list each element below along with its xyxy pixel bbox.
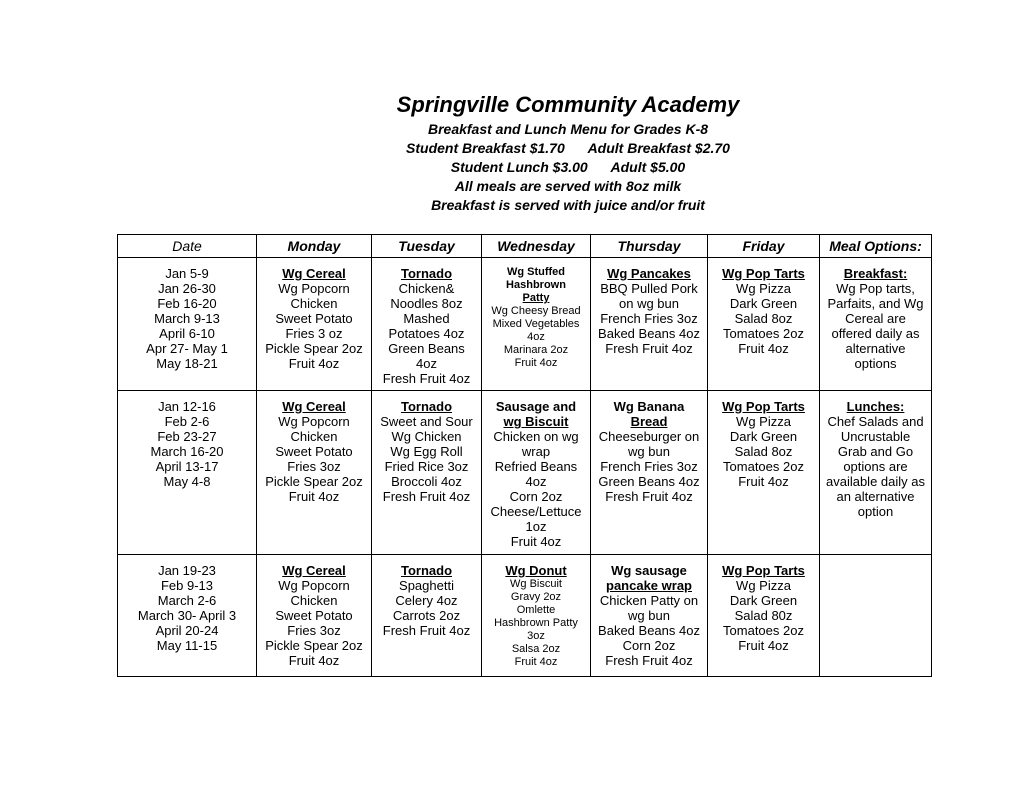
meal-title: Wg Donut [505, 563, 567, 578]
menu-item: Tomatoes 2oz [723, 326, 804, 341]
meal-title: wg Biscuit [503, 414, 569, 429]
menu-item: options are [843, 459, 908, 474]
menu-item: Pickle Spear 2oz [265, 341, 363, 356]
menu-item: Wg Chicken [391, 429, 462, 444]
column-header-monday: Monday [257, 235, 372, 258]
menu-item: Fruit 4oz [514, 656, 558, 668]
meal-title: Wg Banana [613, 399, 685, 414]
menu-item: 4oz [525, 474, 547, 489]
column-header-friday: Friday [708, 235, 820, 258]
menu-item: Uncrustable [840, 429, 911, 444]
menu-item: Chicken [290, 593, 338, 608]
menu-item: Tomatoes 2oz [723, 623, 804, 638]
menu-item: Chicken Patty on [599, 593, 699, 608]
meal-title: Wg Stuffed [506, 266, 566, 278]
menu-item: BBQ Pulled Pork [600, 281, 698, 296]
meal-title: Wg Pop Tarts [722, 563, 805, 578]
date-cell [118, 391, 257, 555]
menu-item: Mashed [403, 311, 450, 326]
menu-item: Wg Cheesy Bread [491, 305, 581, 317]
menu-item: Fresh Fruit 4oz [605, 653, 693, 668]
menu-item: Fresh Fruit 4oz [605, 489, 693, 504]
date-range: April 20-24 [155, 623, 219, 638]
monday-cell [257, 258, 372, 391]
menu-item: Wg Popcorn [278, 414, 350, 429]
menu-item: Green Beans [388, 341, 465, 356]
date-range: March 9-13 [154, 311, 220, 326]
column-header-thursday: Thursday [591, 235, 708, 258]
tuesday-cell [372, 555, 482, 677]
subtitle: Breakfast and Lunch Menu for Grades K-8 [427, 121, 709, 137]
menu-item: Fruit 4oz [738, 474, 789, 489]
meal-title: Breakfast: [843, 266, 908, 281]
menu-item: Parfaits, and Wg [827, 296, 924, 311]
menu-item: French Fries 3oz [600, 311, 698, 326]
menu-item: Sweet Potato [275, 608, 353, 623]
friday-cell [708, 258, 820, 391]
menu-item: offered daily as [831, 326, 920, 341]
menu-item: option [857, 504, 894, 519]
meal-title: Patty [522, 292, 550, 304]
menu-item: Wg Pizza [736, 578, 791, 593]
menu-item: 4oz [527, 331, 545, 343]
meal-title: Tornado [400, 399, 453, 414]
meal-title: Wg Cereal [282, 563, 346, 578]
menu-week-row [118, 258, 932, 391]
date-range: March 16-20 [150, 444, 224, 459]
milk-note: All meals are served with 8oz milk [454, 178, 682, 194]
menu-item: Chicken on wg [493, 429, 579, 444]
tuesday-cell [372, 391, 482, 555]
menu-item: Sweet and Sour [380, 414, 473, 429]
meal-title: Wg Pop Tarts [722, 266, 805, 281]
menu-item: Carrots 2oz [392, 608, 461, 623]
breakfast-prices: Student Breakfast $1.70 Adult Breakfast $2.70 [406, 140, 730, 156]
meal-options-cell [820, 555, 932, 677]
meal-title: Wg sausage [611, 563, 687, 578]
menu-item: Fruit 4oz [288, 653, 340, 668]
menu-item: Fries 3oz [287, 459, 341, 474]
menu-item: Dark Green [729, 429, 798, 444]
thursday-cell [591, 258, 708, 391]
menu-item: Fruit 4oz [738, 341, 789, 356]
menu-item: Fresh Fruit 4oz [605, 341, 693, 356]
tuesday-cell [372, 258, 482, 391]
meal-title: Bread [630, 414, 668, 429]
menu-item: Salad 80z [734, 608, 793, 623]
menu-table [117, 234, 932, 677]
menu-item: Hashbrown Patty [494, 617, 578, 629]
wednesday-cell [482, 258, 591, 391]
juice-note: Breakfast is served with juice and/or fruit [431, 197, 705, 213]
date-range: Feb 2-6 [164, 414, 210, 429]
menu-item: French Fries 3oz [600, 459, 698, 474]
date-range: May 18-21 [156, 356, 218, 371]
table-header-row [118, 235, 932, 258]
thursday-cell [591, 391, 708, 555]
menu-item: Fresh Fruit 4oz [382, 489, 471, 504]
meal-title: Wg Pop Tarts [722, 399, 805, 414]
date-range: Feb 16-20 [157, 296, 217, 311]
menu-item: Salsa 2oz [511, 643, 561, 655]
menu-item: wg bun [628, 608, 670, 623]
menu-item: Marinara 2oz [503, 344, 569, 356]
menu-item: Wg Pizza [736, 281, 791, 296]
column-header-tuesday: Tuesday [372, 235, 482, 258]
menu-item: Wg Pizza [736, 414, 791, 429]
menu-item: Dark Green [729, 593, 798, 608]
menu-item: Omlette [516, 604, 556, 616]
date-range: March 30- April 3 [137, 608, 237, 623]
date-range: April 13-17 [155, 459, 219, 474]
date-range: Jan 19-23 [158, 563, 216, 578]
friday-cell [708, 391, 820, 555]
menu-item: Salad 8oz [734, 444, 793, 459]
date-range: April 6-10 [159, 326, 215, 341]
menu-item: Fried Rice 3oz [384, 459, 469, 474]
menu-item: Salad 8oz [734, 311, 793, 326]
meal-title: Hashbrown [506, 279, 566, 291]
menu-item: Baked Beans 4oz [598, 326, 700, 341]
thursday-cell [591, 555, 708, 677]
menu-item: Fries 3 oz [285, 326, 343, 341]
date-range: Jan 26-30 [158, 281, 216, 296]
menu-item: Pickle Spear 2oz [265, 474, 363, 489]
menu-item: Fruit 4oz [514, 357, 558, 369]
menu-item: Broccoli 4oz [391, 474, 462, 489]
menu-item: options [854, 356, 897, 371]
menu-item: Mixed Vegetables [492, 318, 580, 330]
menu-item: Grab and Go [837, 444, 914, 459]
menu-item: Gravy 2oz [510, 591, 562, 603]
menu-item: 4oz [416, 356, 437, 371]
menu-item: an alternative [836, 489, 915, 504]
menu-item: Fresh Fruit 4oz [382, 371, 471, 386]
menu-item: Spaghetti [399, 578, 454, 593]
wednesday-cell [482, 391, 591, 555]
menu-item: 1oz [525, 519, 547, 534]
menu-header [118, 90, 1018, 215]
menu-item: Fresh Fruit 4oz [382, 623, 471, 638]
meal-title: Lunches: [846, 399, 905, 414]
monday-cell [257, 391, 372, 555]
menu-item: Chicken [290, 296, 338, 311]
menu-item: Celery 4oz [395, 593, 458, 608]
menu-item: Corn 2oz [622, 638, 676, 653]
page-title: Springville Community Academy [396, 92, 740, 117]
date-range: May 11-15 [156, 638, 218, 653]
menu-item: wg bun [628, 444, 670, 459]
menu-item: Chicken& [398, 281, 455, 296]
date-range: May 4-8 [163, 474, 211, 489]
date-range: Apr 27- May 1 [146, 341, 228, 356]
menu-item: Chef Salads and [827, 414, 924, 429]
wednesday-cell [482, 555, 591, 677]
meal-title: Tornado [400, 266, 453, 281]
menu-item: on wg bun [619, 296, 679, 311]
menu-item: Fruit 4oz [738, 638, 789, 653]
menu-item: Corn 2oz [509, 489, 563, 504]
menu-item: Green Beans 4oz [598, 474, 700, 489]
menu-item: Cereal are [845, 311, 906, 326]
meal-title: pancake wrap [606, 578, 692, 593]
menu-item: Wg Popcorn [278, 578, 350, 593]
column-header-meal-options: Meal Options: [820, 235, 932, 258]
menu-item: Fries 3oz [287, 623, 341, 638]
meal-title: Sausage and [495, 399, 577, 414]
menu-item: Pickle Spear 2oz [265, 638, 363, 653]
menu-item: Wg Egg Roll [390, 444, 463, 459]
menu-item: 3oz [527, 630, 545, 642]
menu-item: Sweet Potato [275, 444, 353, 459]
meal-title: Wg Cereal [282, 399, 346, 414]
date-range: Feb 23-27 [157, 429, 217, 444]
lunch-prices: Student Lunch $3.00 Adult $5.00 [450, 159, 686, 175]
menu-item: alternative [845, 341, 906, 356]
meal-title: Tornado [400, 563, 453, 578]
meal-title: Wg Cereal [282, 266, 346, 281]
menu-item: Dark Green [729, 296, 798, 311]
menu-item: Refried Beans [494, 459, 578, 474]
menu-item: Fruit 4oz [288, 489, 340, 504]
date-range: March 2-6 [157, 593, 217, 608]
date-range: Jan 5-9 [165, 266, 209, 281]
menu-item: Cheese/Lettuce [490, 504, 582, 519]
menu-item: Wg Pop tarts, [836, 281, 915, 296]
friday-cell [708, 555, 820, 677]
menu-item: Noodles 8oz [390, 296, 463, 311]
meal-title: Wg Pancakes [607, 266, 691, 281]
menu-item: Fruit 4oz [288, 356, 340, 371]
menu-item: wrap [521, 444, 551, 459]
menu-item: Sweet Potato [275, 311, 353, 326]
menu-item: Wg Popcorn [278, 281, 350, 296]
date-cell [118, 555, 257, 677]
menu-item: Fruit 4oz [510, 534, 562, 549]
meal-options-cell [820, 258, 932, 391]
menu-item: Chicken [290, 429, 338, 444]
column-header-date: Date [118, 235, 257, 258]
menu-item: Cheeseburger on [598, 429, 700, 444]
menu-item: Tomatoes 2oz [723, 459, 804, 474]
meal-options-cell [820, 391, 932, 555]
date-range: Jan 12-16 [158, 399, 216, 414]
date-range: Feb 9-13 [160, 578, 214, 593]
menu-item: Wg Biscuit [510, 578, 562, 590]
menu-item: available daily as [825, 474, 925, 489]
monday-cell [257, 555, 372, 677]
menu-item: Baked Beans 4oz [598, 623, 700, 638]
menu-week-row [118, 555, 932, 677]
date-cell [118, 258, 257, 391]
menu-week-row [118, 391, 932, 555]
column-header-wednesday: Wednesday [482, 235, 591, 258]
menu-item: Potatoes 4oz [388, 326, 465, 341]
